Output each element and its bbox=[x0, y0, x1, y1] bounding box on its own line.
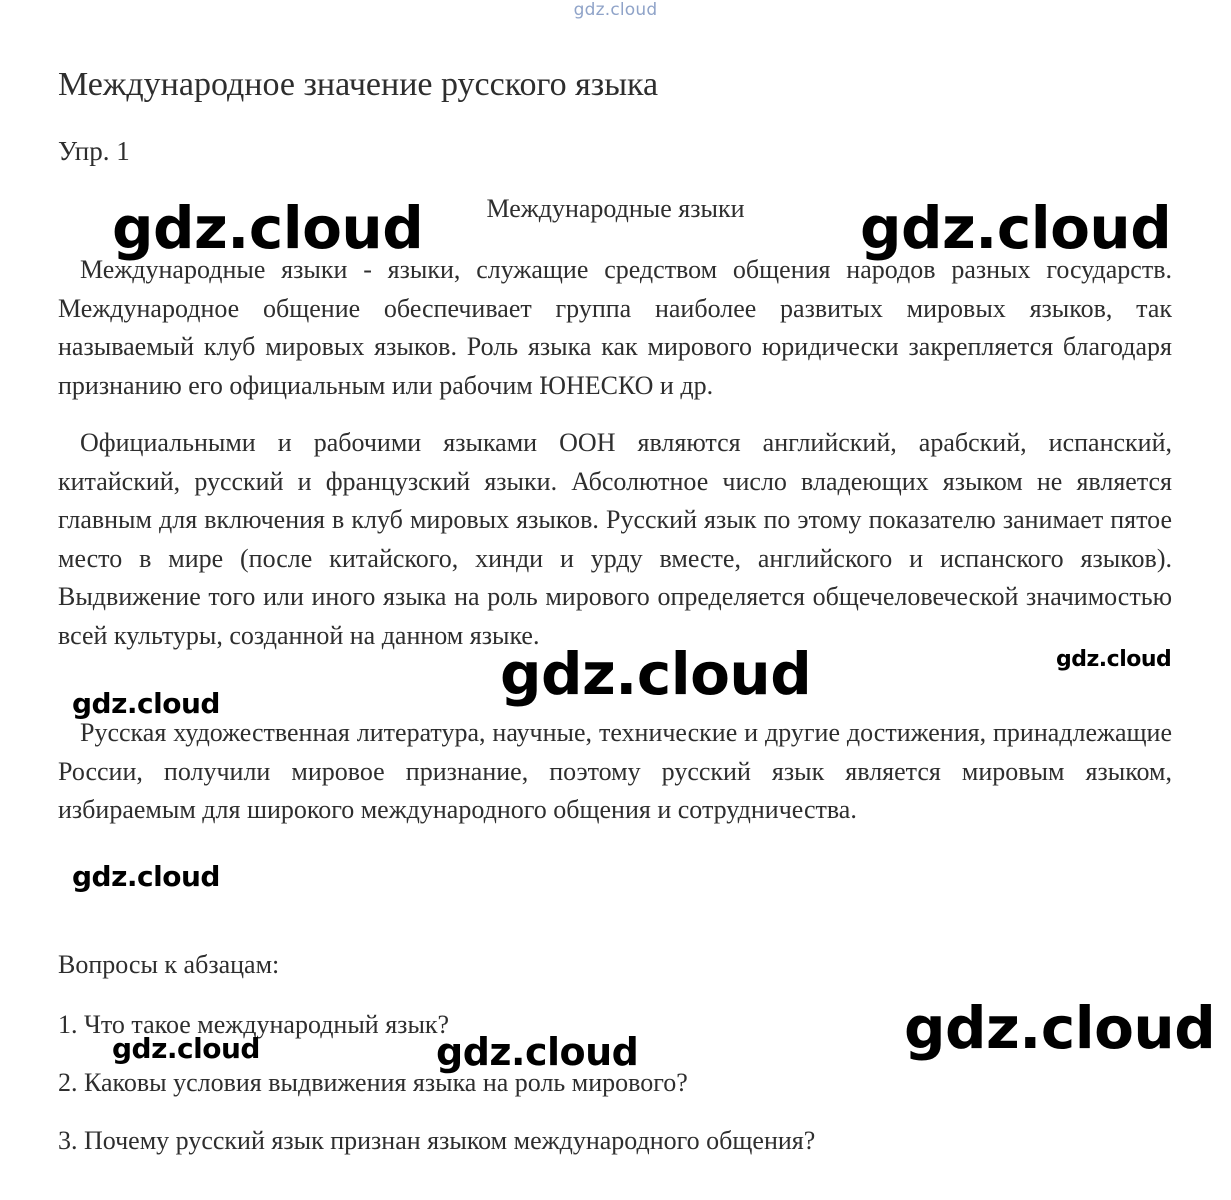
questions-heading: Вопросы к абзацам: bbox=[58, 950, 280, 979]
text-title-label: Международные языки bbox=[486, 194, 745, 223]
paragraph-1: Международные языки - языки, служащие средством общения народов разных государств. Международное общение обеспечивает группа наиболее развитых мировых языков, так называемый клуб мировых языков. Роль языка как мирового юридически закрепляется благодаря признанию его официальным или рабочим ЮНЕСКО и др. bbox=[58, 255, 1172, 400]
paragraph-2: Официальными и рабочими языками ООН являются английский, арабский, испанский, китайский, русский и французский языки. Абсолютное число владеющих языком не является главным для включения в клуб мировых языков. Русский язык по этому показателю занимает пятое место в мире (после китайского, хинди и урду вместе, английского и испанского языков). Выдвижение того или иного языка на роль мирового определяется общечеловеческой значимостью всей культуры, созданной на данном языке. bbox=[58, 428, 1172, 650]
page-title: Международное значение русского языка bbox=[58, 66, 659, 103]
watermark: gdz.cloud bbox=[500, 640, 812, 708]
question-1: 1. Что такое международный язык? bbox=[58, 1010, 450, 1039]
exercise-label: Упр. 1 bbox=[58, 136, 130, 166]
paragraph-3: Русская художественная литература, научные, технические и другие достижения, принадлежащие России, получили мировое признание, поэтому русский язык является мировым языком, избираемым для широкого международного общения и сотрудничества. bbox=[58, 718, 1172, 824]
watermark: gdz.cloud bbox=[1056, 647, 1172, 672]
question-3: 3. Почему русский язык признан языком международного общения? bbox=[58, 1126, 816, 1155]
watermark: gdz.cloud bbox=[72, 687, 220, 720]
watermark: gdz.cloud bbox=[112, 1032, 260, 1065]
question-2: 2. Каковы условия выдвижения языка на роль мирового? bbox=[58, 1068, 688, 1097]
watermark: gdz.cloud bbox=[112, 194, 424, 262]
watermark: gdz.cloud bbox=[72, 860, 220, 893]
watermark: gdz.cloud bbox=[860, 194, 1172, 262]
watermark: gdz.cloud bbox=[436, 1030, 639, 1074]
top-watermark: gdz.cloud bbox=[573, 0, 658, 20]
watermark: gdz.cloud bbox=[904, 994, 1216, 1062]
